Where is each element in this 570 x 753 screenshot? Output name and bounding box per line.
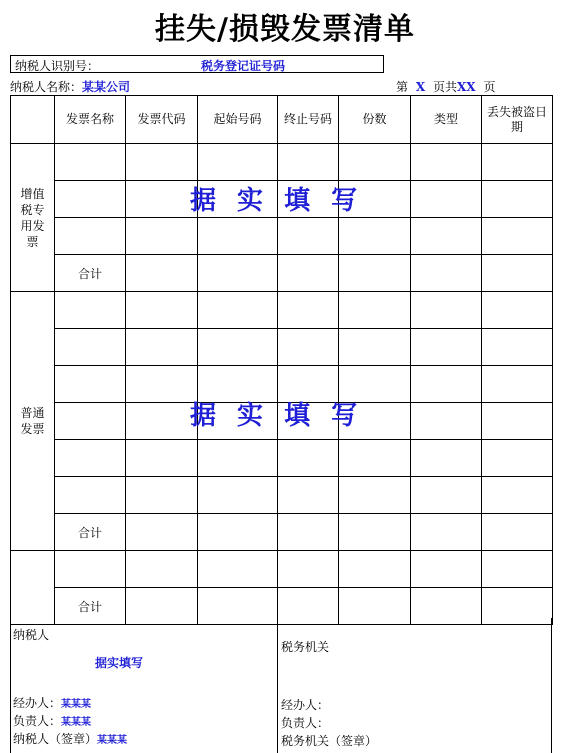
section-label-vat (11, 144, 55, 292)
taxpayer-sign (13, 730, 127, 747)
table-cell[interactable] (278, 144, 339, 181)
table-cell[interactable] (126, 366, 198, 403)
table-cell[interactable] (411, 292, 482, 329)
taxpayer-handler-value: 某某某 (61, 699, 92, 710)
table-cell[interactable] (482, 551, 553, 588)
authority-handler-label: 经办人： (281, 698, 330, 712)
table-cell[interactable] (339, 255, 411, 292)
table-cell[interactable] (411, 366, 482, 403)
taxpayer-name-value: 某某公司 (82, 80, 131, 94)
taxpayer-sign-label: 纳税人（签章） (13, 732, 98, 746)
table-cell[interactable] (126, 292, 198, 329)
table-cell[interactable] (278, 477, 339, 514)
table-cell[interactable] (411, 477, 482, 514)
table-cell[interactable] (278, 440, 339, 477)
table-cell[interactable] (482, 292, 553, 329)
subtotal-label: 合计 (55, 255, 126, 292)
taxpayer-name-row (10, 78, 130, 95)
tax-authority-heading: 税务机关 (281, 640, 330, 654)
table-cell[interactable] (278, 551, 339, 588)
table-cell[interactable] (411, 144, 482, 181)
table-cell[interactable] (126, 477, 198, 514)
table-cell[interactable] (55, 551, 126, 588)
taxpayer-manager-value: 某某某 (61, 717, 92, 728)
table-cell[interactable] (126, 403, 198, 440)
table-cell[interactable] (411, 440, 482, 477)
taxpayer-sign-value: 某某某 (97, 735, 128, 746)
page-total: XX (457, 80, 476, 94)
section-label-general (11, 292, 55, 551)
section-label-vat-text: 增值税专用发票 (20, 186, 45, 249)
table-cell[interactable] (482, 329, 553, 366)
table-cell[interactable] (339, 144, 411, 181)
table-row (11, 144, 553, 181)
table-cell[interactable] (278, 329, 339, 366)
taxpayer-id-label: 纳税人识别号： (15, 59, 100, 73)
taxpayer-heading: 纳税人 (13, 628, 50, 642)
header-type: 类型 (411, 96, 482, 144)
authority-sign-label: 税务机关（签章） (281, 734, 378, 748)
table-cell[interactable] (126, 144, 198, 181)
table-cell[interactable] (339, 440, 411, 477)
table-cell[interactable] (411, 551, 482, 588)
page-title: 挂失/损毁发票清单 (155, 12, 415, 47)
table-cell[interactable] (55, 181, 126, 218)
header-invoice-name: 发票名称 (55, 96, 126, 144)
table-cell[interactable] (411, 514, 482, 551)
table-cell[interactable] (339, 477, 411, 514)
table-cell[interactable] (55, 366, 126, 403)
table-cell[interactable] (55, 477, 126, 514)
table-cell[interactable] (55, 329, 126, 366)
header-copies: 份数 (339, 96, 411, 144)
subtotal-label: 合计 (55, 514, 126, 551)
taxpayer-handler (13, 694, 91, 711)
table-cell[interactable] (126, 514, 198, 551)
table-row (11, 477, 553, 514)
table-cell[interactable] (482, 403, 553, 440)
header-blank (11, 96, 55, 144)
table-cell[interactable] (126, 181, 198, 218)
page-suffix: 页 (483, 80, 496, 94)
table-cell[interactable] (55, 218, 126, 255)
table-cell[interactable] (482, 366, 553, 403)
table-cell[interactable] (126, 329, 198, 366)
table-row (11, 329, 553, 366)
table-row-subtotal (11, 514, 553, 551)
table-cell[interactable] (278, 514, 339, 551)
table-row (11, 551, 553, 588)
table-header-row (11, 96, 553, 144)
taxpayer-manager-label: 负责人： (13, 714, 62, 728)
taxpayer-manager (13, 712, 91, 729)
signature-divider (277, 618, 278, 753)
table-cell[interactable] (55, 440, 126, 477)
header-lost-date: 丢失被盗日期 (482, 96, 553, 144)
signature-section (10, 618, 552, 753)
header-end-number: 终止号码 (278, 96, 339, 144)
taxpayer-fill-hint: 据实填写 (95, 656, 144, 670)
table-row (11, 218, 553, 255)
table-cell[interactable] (198, 329, 278, 366)
subtotal-label: 合计 (55, 588, 126, 625)
table-cell[interactable] (339, 329, 411, 366)
table-cell[interactable] (482, 218, 553, 255)
table-row (11, 440, 553, 477)
table-cell[interactable] (55, 292, 126, 329)
taxpayer-id-field (10, 55, 384, 73)
table-cell[interactable] (198, 255, 278, 292)
header-invoice-code: 发票代码 (126, 96, 198, 144)
header-start-number: 起始号码 (198, 96, 278, 144)
table-cell[interactable] (198, 292, 278, 329)
table-cell[interactable] (482, 144, 553, 181)
page-mid: 页共 (432, 80, 457, 94)
table-cell[interactable] (339, 218, 411, 255)
table-cell[interactable] (411, 181, 482, 218)
taxpayer-id-value: 税务登记证号码 (201, 59, 286, 73)
page-indicator (396, 78, 495, 95)
table-row (11, 292, 553, 329)
page-prefix: 第 (396, 80, 409, 94)
table-cell[interactable] (198, 144, 278, 181)
section-label-general-text: 普通发票 (20, 406, 45, 436)
table-cell[interactable] (126, 218, 198, 255)
table-cell[interactable] (198, 514, 278, 551)
taxpayer-name-label: 纳税人名称： (10, 80, 83, 94)
table-cell[interactable] (482, 181, 553, 218)
fill-hint-general: 据 实 填 写 (190, 401, 364, 431)
table-cell[interactable] (55, 403, 126, 440)
fill-hint-vat: 据 实 填 写 (190, 186, 364, 216)
table-cell[interactable] (411, 255, 482, 292)
table-cell[interactable] (278, 255, 339, 292)
table-cell[interactable] (339, 292, 411, 329)
table-cell[interactable] (482, 477, 553, 514)
table-cell[interactable] (55, 144, 126, 181)
table-cell[interactable] (126, 255, 198, 292)
table-cell[interactable] (482, 255, 553, 292)
table-cell[interactable] (411, 218, 482, 255)
page-current: X (415, 80, 426, 94)
invoice-table (10, 95, 553, 625)
authority-manager-label: 负责人： (281, 716, 330, 730)
table-cell[interactable] (411, 403, 482, 440)
table-cell[interactable] (482, 440, 553, 477)
table-cell[interactable] (198, 551, 278, 588)
table-cell[interactable] (339, 514, 411, 551)
table-cell[interactable] (198, 477, 278, 514)
section-label-blank (11, 551, 55, 625)
table-cell[interactable] (126, 551, 198, 588)
taxpayer-handler-label: 经办人： (13, 696, 62, 710)
table-cell[interactable] (198, 440, 278, 477)
table-cell[interactable] (278, 218, 339, 255)
table-row-subtotal (11, 255, 553, 292)
table-cell[interactable] (278, 292, 339, 329)
table-cell[interactable] (126, 440, 198, 477)
table-cell[interactable] (198, 218, 278, 255)
table-cell[interactable] (482, 514, 553, 551)
table-cell[interactable] (339, 551, 411, 588)
table-cell[interactable] (411, 329, 482, 366)
